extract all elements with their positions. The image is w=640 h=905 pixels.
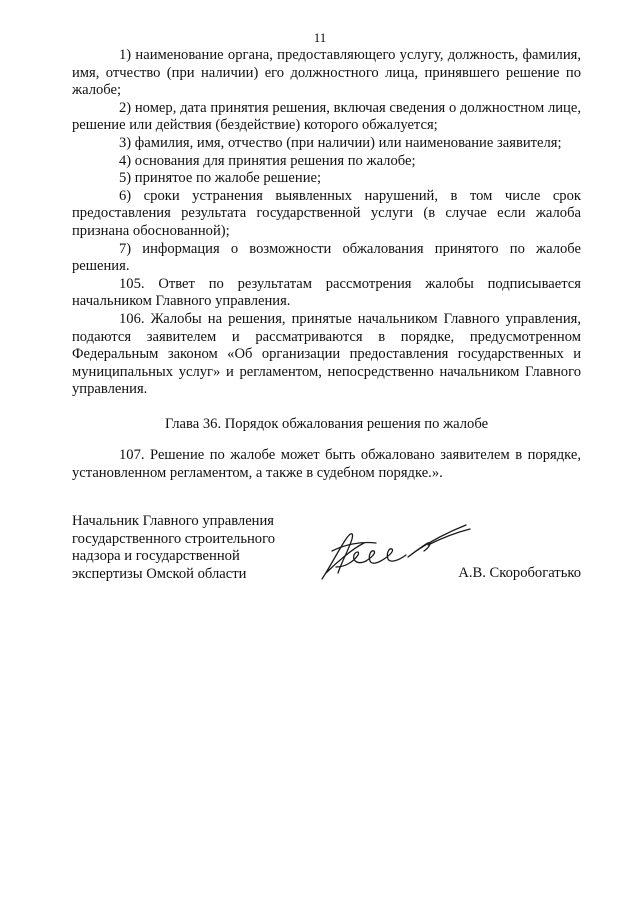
chapter-heading: Глава 36. Порядок обжалования решения по жалобе (164, 415, 489, 432)
signatory-title-line: Начальник Главного управления (72, 513, 275, 529)
paragraph-105: 105. Ответ по результатам рассмотрения жалобы подписывается начальником Главного управления. (72, 275, 581, 310)
paragraph-item-4: 4) основания для принятия решения по жалобе; (119, 152, 416, 169)
signature-block (72, 513, 581, 593)
paragraph-107: 107. Решение по жалобе может быть обжаловано заявителем в порядке, установленном регламентом, а также в судебном порядке.». (72, 447, 581, 482)
paragraph-item-3: 3) фамилия, имя, отчество (при наличии) или наименование заявителя; (119, 134, 562, 151)
signatory-title-line: государственного строительного (72, 530, 276, 547)
paragraph-item-7: 7) информация о возможности обжалования принятого по жалобе решения. (72, 240, 581, 275)
paragraph-item-6: 6) сроки устранения выявленных нарушений, в том числе срок предоставления результата государственной услуги (в случае если жалоба признана обоснованной); (72, 187, 581, 239)
paragraph-item-2: 2) номер, дата принятия решения, включая сведения о должностном лице, решение или действия (бездействие) которого обжалуется; (72, 99, 581, 134)
paragraph-item-5: 5) принятое по жалобе решение; (119, 170, 322, 187)
signatory-title-line: экспертизы Омской области (72, 565, 247, 582)
page-number: 11 (313, 30, 327, 45)
paragraph-item-1: 1) наименование органа, предоставляющего услугу, должность, фамилия, имя, отчество (при наличии) его должностного лица, принявшего решение по жалобе; (72, 47, 581, 99)
handwritten-signature-icon (316, 521, 476, 583)
signatory-title-line: надзора и государственной (72, 548, 240, 565)
document-body (72, 47, 581, 483)
signatory-title (72, 513, 312, 583)
signatory-name: А.В. Скоробогатько (458, 565, 581, 581)
paragraph-106: 106. Жалобы на решения, принятые начальником Главного управления, подаются заявителем и рассматриваются в порядке, предусмотренном Федеральным законом «Об организации предоставления государственных и муниципальных услуг» и регламентом, непосредственно начальником Главного управления. (72, 310, 581, 398)
